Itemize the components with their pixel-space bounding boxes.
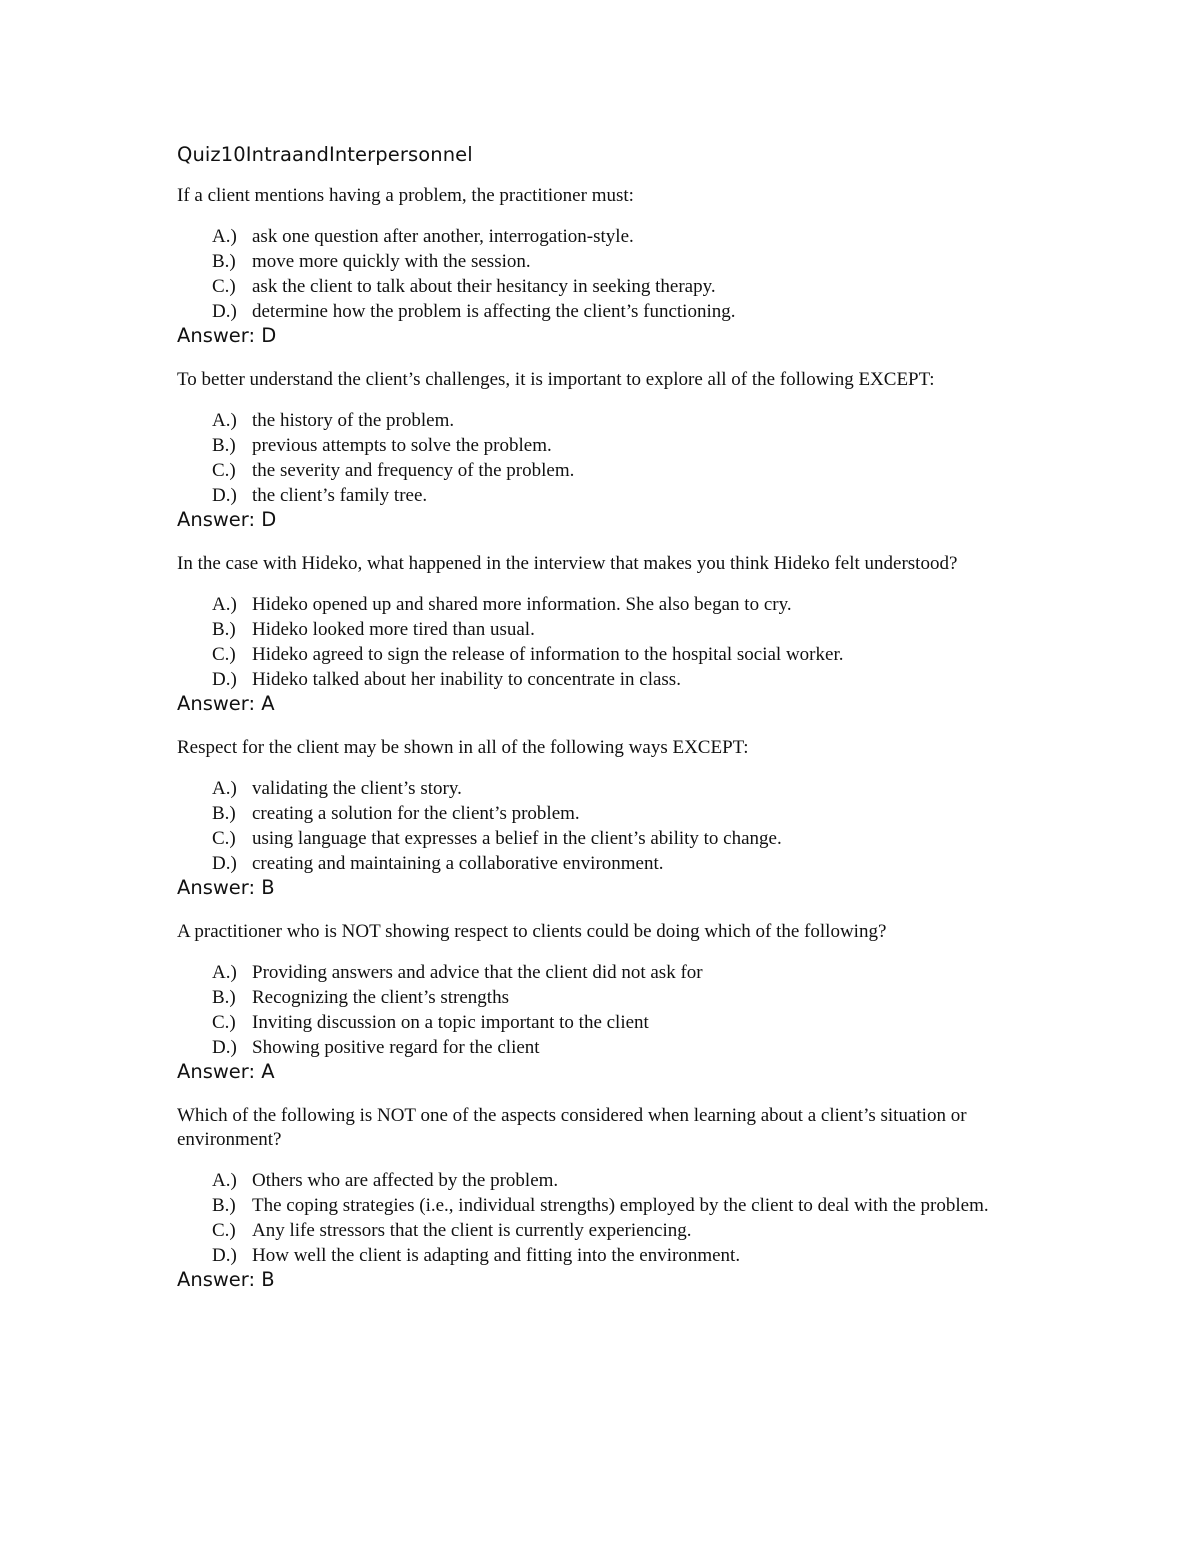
question-text: If a client mentions having a problem, the practitioner must: bbox=[177, 185, 634, 206]
option-letter: A.) bbox=[212, 226, 237, 247]
question-block bbox=[177, 184, 1027, 348]
option-text: Showing positive regard for the client bbox=[252, 1037, 540, 1058]
option-text: ask the client to talk about their hesitancy in seeking therapy. bbox=[252, 276, 716, 297]
option-letter: A.) bbox=[212, 410, 237, 431]
answer-line: Answer: B bbox=[177, 1268, 275, 1291]
option-letter: B.) bbox=[212, 251, 236, 272]
option-list bbox=[177, 408, 1027, 508]
option-text: Hideko agreed to sign the release of information to the hospital social worker. bbox=[252, 644, 844, 665]
option-letter: B.) bbox=[212, 987, 236, 1008]
answer-line: Answer: D bbox=[177, 508, 277, 531]
option-letter: C.) bbox=[212, 644, 236, 665]
option-letter: C.) bbox=[212, 1220, 236, 1241]
option-item bbox=[212, 1168, 1027, 1193]
option-item bbox=[212, 249, 1027, 274]
answer-line: Answer: A bbox=[177, 1060, 275, 1083]
option-item bbox=[212, 1243, 1027, 1268]
option-letter: A.) bbox=[212, 1170, 237, 1191]
option-item bbox=[212, 299, 1027, 324]
option-item bbox=[212, 433, 1027, 458]
question-block bbox=[177, 736, 1027, 900]
option-text: using language that expresses a belief in the client’s ability to change. bbox=[252, 828, 782, 849]
option-item bbox=[212, 1193, 1027, 1218]
option-text: Recognizing the client’s strengths bbox=[252, 987, 509, 1008]
question-block bbox=[177, 920, 1027, 1084]
option-text: move more quickly with the session. bbox=[252, 251, 531, 272]
option-text: Hideko talked about her inability to concentrate in class. bbox=[252, 669, 681, 690]
option-item bbox=[212, 667, 1027, 692]
question-text: Which of the following is NOT one of the aspects considered when learning about a client’s situation or environment? bbox=[177, 1105, 967, 1150]
option-letter: C.) bbox=[212, 276, 236, 297]
option-letter: A.) bbox=[212, 962, 237, 983]
answer-line: Answer: D bbox=[177, 324, 277, 347]
option-item bbox=[212, 851, 1027, 876]
option-item bbox=[212, 483, 1027, 508]
question-block bbox=[177, 552, 1027, 716]
option-item bbox=[212, 1010, 1027, 1035]
option-letter: D.) bbox=[212, 669, 237, 690]
option-text: Hideko looked more tired than usual. bbox=[252, 619, 535, 640]
option-letter: A.) bbox=[212, 778, 237, 799]
option-item bbox=[212, 617, 1027, 642]
question-block bbox=[177, 368, 1027, 532]
option-text: Providing answers and advice that the client did not ask for bbox=[252, 962, 703, 983]
option-letter: D.) bbox=[212, 485, 237, 506]
option-item bbox=[212, 985, 1027, 1010]
option-text: the severity and frequency of the problem. bbox=[252, 460, 575, 481]
option-letter: D.) bbox=[212, 853, 237, 874]
question-text: Respect for the client may be shown in all of the following ways EXCEPT: bbox=[177, 737, 749, 758]
option-item bbox=[212, 960, 1027, 985]
option-list bbox=[177, 1168, 1027, 1268]
answer-line: Answer: B bbox=[177, 876, 275, 899]
option-text: Others who are affected by the problem. bbox=[252, 1170, 559, 1191]
option-item bbox=[212, 408, 1027, 433]
option-text: determine how the problem is affecting the client’s functioning. bbox=[252, 301, 736, 322]
question-text: A practitioner who is NOT showing respect to clients could be doing which of the following? bbox=[177, 921, 887, 942]
option-letter: B.) bbox=[212, 1195, 236, 1216]
option-letter: D.) bbox=[212, 301, 237, 322]
option-item bbox=[212, 224, 1027, 249]
option-list bbox=[177, 960, 1027, 1060]
option-item bbox=[212, 1218, 1027, 1243]
option-text: Inviting discussion on a topic important to the client bbox=[252, 1012, 649, 1033]
option-item bbox=[212, 776, 1027, 801]
option-text: creating a solution for the client’s problem. bbox=[252, 803, 580, 824]
option-letter: C.) bbox=[212, 460, 236, 481]
option-letter: B.) bbox=[212, 803, 236, 824]
answer-line: Answer: A bbox=[177, 692, 275, 715]
option-list bbox=[177, 592, 1027, 692]
option-text: Hideko opened up and shared more information. She also began to cry. bbox=[252, 594, 792, 615]
option-text: How well the client is adapting and fitting into the environment. bbox=[252, 1245, 741, 1266]
option-letter: A.) bbox=[212, 594, 237, 615]
document-page bbox=[177, 142, 1027, 1312]
option-letter: D.) bbox=[212, 1037, 237, 1058]
option-item bbox=[212, 274, 1027, 299]
option-text: Any life stressors that the client is currently experiencing. bbox=[252, 1220, 692, 1241]
option-text: the history of the problem. bbox=[252, 410, 455, 431]
option-text: The coping strategies (i.e., individual strengths) employed by the client to deal with the problem. bbox=[252, 1195, 989, 1216]
option-text: the client’s family tree. bbox=[252, 485, 428, 506]
option-item bbox=[212, 592, 1027, 617]
option-item bbox=[212, 826, 1027, 851]
option-item bbox=[212, 801, 1027, 826]
option-letter: C.) bbox=[212, 828, 236, 849]
option-letter: D.) bbox=[212, 1245, 237, 1266]
option-text: creating and maintaining a collaborative environment. bbox=[252, 853, 664, 874]
option-item bbox=[212, 642, 1027, 667]
option-text: validating the client’s story. bbox=[252, 778, 462, 799]
option-letter: B.) bbox=[212, 619, 236, 640]
option-list bbox=[177, 224, 1027, 324]
question-text: To better understand the client’s challenges, it is important to explore all of the following EXCEPT: bbox=[177, 369, 935, 390]
question-text: In the case with Hideko, what happened in the interview that makes you think Hideko felt understood? bbox=[177, 553, 958, 574]
option-list bbox=[177, 776, 1027, 876]
option-text: ask one question after another, interrogation-style. bbox=[252, 226, 634, 247]
option-item bbox=[212, 1035, 1027, 1060]
option-text: previous attempts to solve the problem. bbox=[252, 435, 552, 456]
question-list bbox=[177, 184, 1027, 1292]
option-letter: B.) bbox=[212, 435, 236, 456]
option-item bbox=[212, 458, 1027, 483]
option-letter: C.) bbox=[212, 1012, 236, 1033]
document-title: Quiz10IntraandInterpersonnel bbox=[177, 143, 473, 166]
question-block bbox=[177, 1104, 1027, 1292]
